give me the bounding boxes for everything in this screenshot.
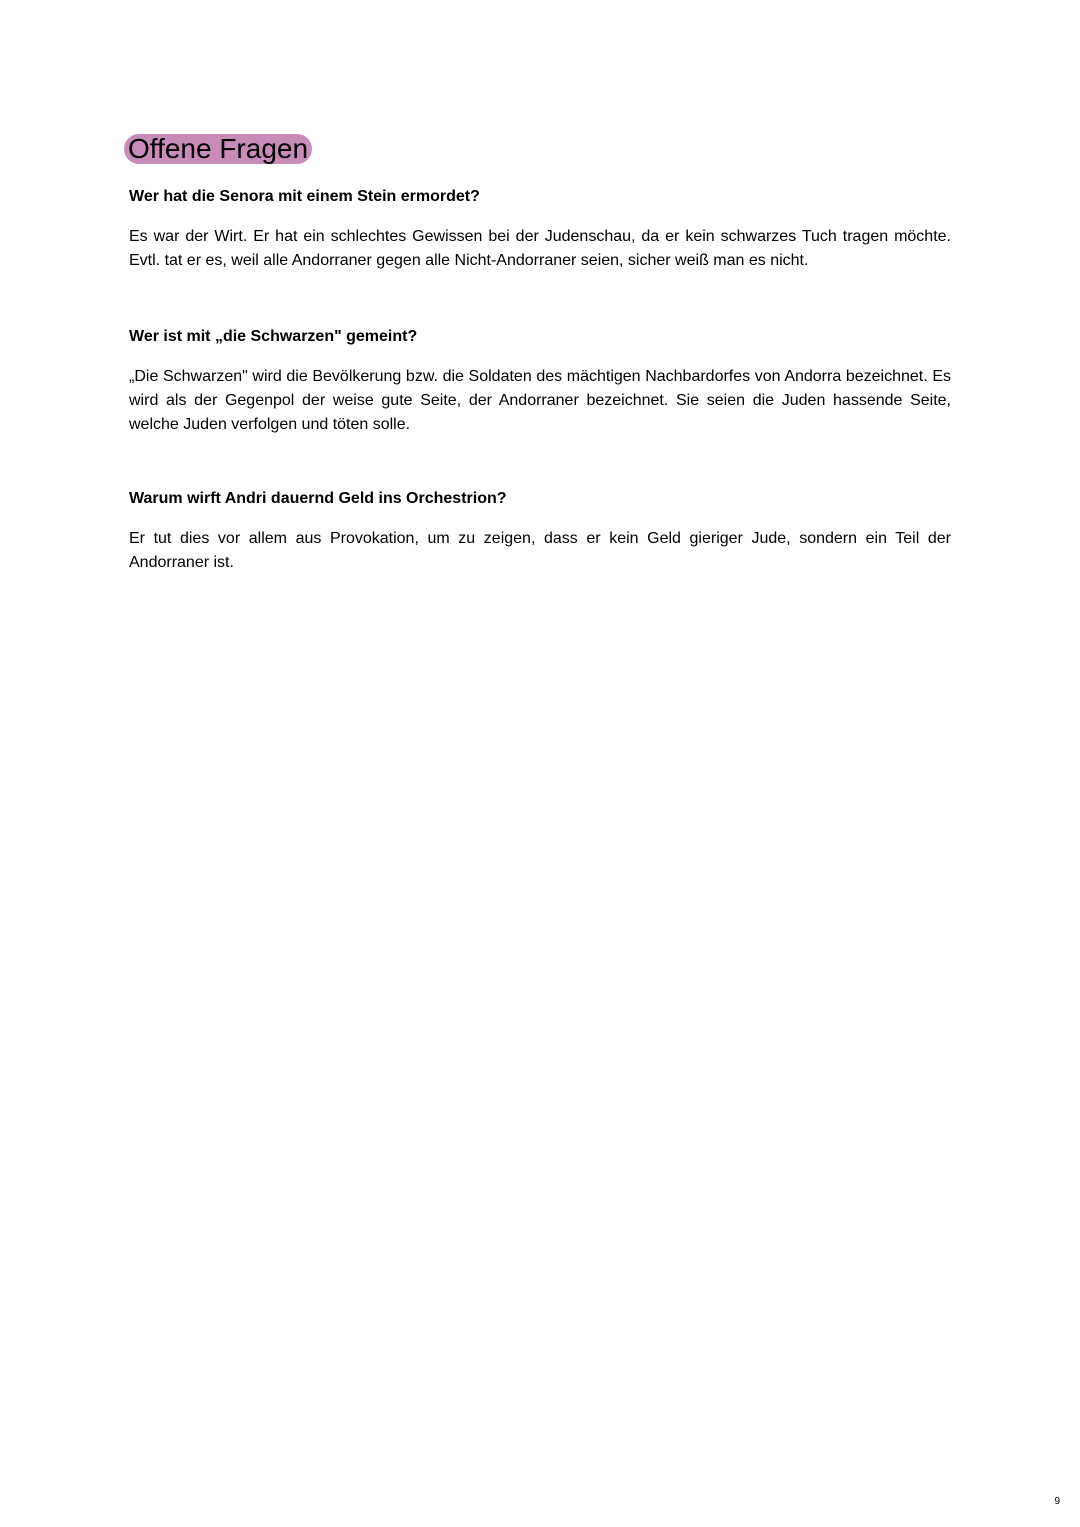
question-section: [129, 488, 951, 575]
question-heading: Wer hat die Senora mit einem Stein ermordet?: [129, 188, 480, 205]
answer-paragraph: „Die Schwarzen" wird die Bevölkerung bzw. die Soldaten des mächtigen Nachbardorfes von Andorra bezeichnet. Es wird als der Gegenpol der weise gute Seite, der Andorraner bezeichnet. Sie seien die Juden hassende Seite, welche Juden verfolgen und töten solle.: [129, 368, 951, 433]
page-number: 9: [1054, 1496, 1060, 1507]
answer-paragraph: Es war der Wirt. Er hat ein schlechtes Gewissen bei der Judenschau, da er kein schwarzes Tuch tragen möchte. Evtl. tat er es, weil alle Andorraner gegen alle Nicht-Andorraner seien, sicher weiß man es nicht.: [129, 228, 951, 269]
question-heading: Warum wirft Andri dauernd Geld ins Orchestrion?: [129, 490, 507, 507]
question-section: [129, 186, 951, 273]
page-title: Offene Fragen: [124, 134, 312, 164]
question-heading: Wer ist mit „die Schwarzen" gemeint?: [129, 328, 418, 345]
answer-paragraph: Er tut dies vor allem aus Provokation, um zu zeigen, dass er kein Geld gieriger Jude, sondern ein Teil der Andorraner ist.: [129, 530, 951, 571]
question-section: [129, 326, 951, 437]
